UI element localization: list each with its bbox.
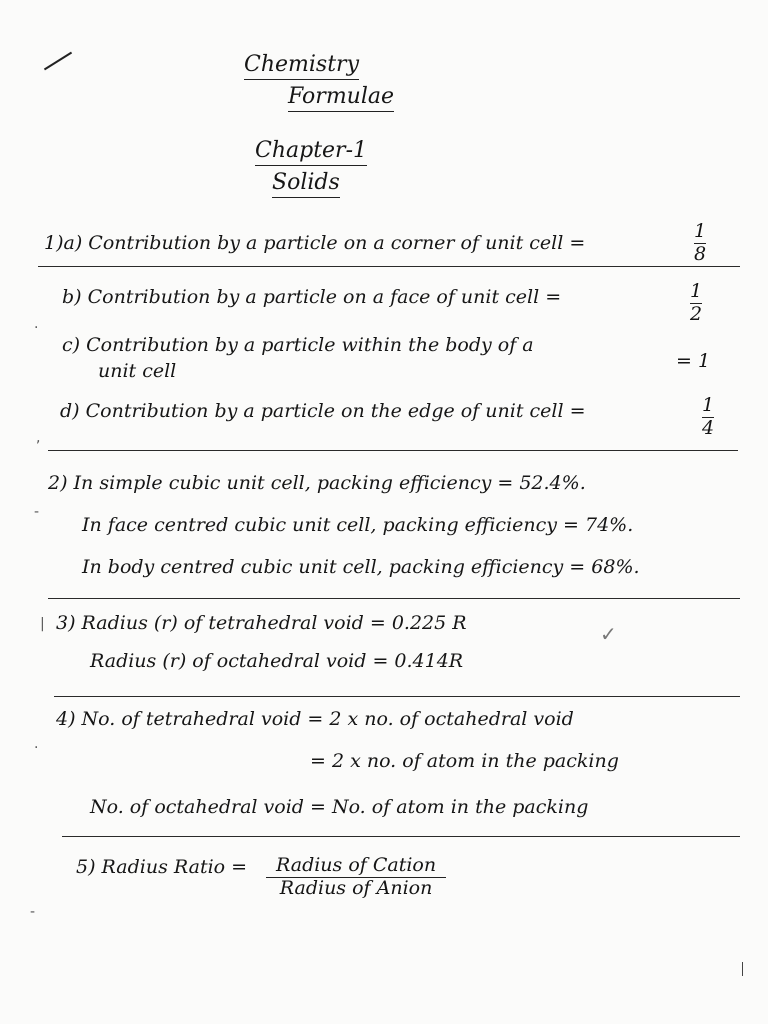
formula-1b: b) Contribution by a particle on a face of unit cell = [62, 286, 562, 308]
chapter-heading: Chapter-1 [255, 138, 367, 166]
fraction-1b-num: 1 [690, 280, 703, 302]
fraction-1d-num: 1 [702, 394, 715, 416]
title-chemistry: Chemistry [244, 52, 359, 80]
check-mark: ✓ [600, 622, 617, 646]
divider-4 [62, 836, 740, 837]
chapter-subtitle: Solids [272, 170, 340, 198]
fraction-1b-den: 2 [690, 302, 703, 325]
tetrahedral-void-count: 4) No. of tetrahedral void = 2 x no. of octahedral void [56, 708, 574, 730]
divider-1 [48, 450, 738, 451]
packing-simple-cubic: 2) In simple cubic unit cell, packing efficiency = 52.4%. [48, 472, 586, 494]
packing-fcc: In face centred cubic unit cell, packing efficiency = 74%. [82, 514, 634, 536]
octahedral-void-count: No. of octahedral void = No. of atom in the packing [90, 796, 589, 818]
divider-2 [48, 598, 740, 599]
margin-mark: - [34, 504, 40, 520]
divider-1a [38, 266, 740, 267]
fraction-1b [690, 282, 702, 325]
radius-octahedral-void: Radius (r) of octahedral void = 0.414R [90, 650, 464, 672]
fraction-1a-num: 1 [694, 220, 707, 242]
radius-tetrahedral-void: 3) Radius (r) of tetrahedral void = 0.225 R [56, 612, 467, 634]
margin-mark: · [34, 320, 39, 336]
title-formulae: Formulae [288, 84, 394, 112]
margin-mark: , [36, 430, 41, 446]
packing-bcc: In body centred cubic unit cell, packing efficiency = 68%. [82, 556, 640, 578]
pen-tick-bottom-right [742, 962, 743, 976]
divider-3 [54, 696, 740, 697]
fraction-1a-den: 8 [694, 242, 707, 265]
formula-1c-value: = 1 [676, 350, 711, 372]
radius-ratio-num: Radius of Cation [276, 854, 437, 876]
formula-1a: 1)a) Contribution by a particle on a corner of unit cell = [44, 232, 586, 254]
fraction-1d-den: 4 [702, 416, 715, 439]
margin-mark: | [40, 616, 45, 632]
formula-1c-line1: c) Contribution by a particle within the body of a [62, 334, 534, 356]
tetrahedral-void-atoms: = 2 x no. of atom in the packing [310, 750, 619, 772]
margin-mark: - [30, 904, 36, 920]
radius-ratio-fraction [276, 856, 436, 899]
pen-stroke-top-left [44, 52, 72, 71]
fraction-1a [694, 222, 706, 265]
formula-1d: d) Contribution by a particle on the edge of unit cell = [60, 400, 586, 422]
radius-ratio-den: Radius of Anion [279, 876, 433, 899]
fraction-1d [702, 396, 714, 439]
radius-ratio-label: 5) Radius Ratio = [76, 856, 248, 878]
margin-mark: · [34, 740, 39, 756]
formula-1c-line2: unit cell [98, 360, 177, 382]
